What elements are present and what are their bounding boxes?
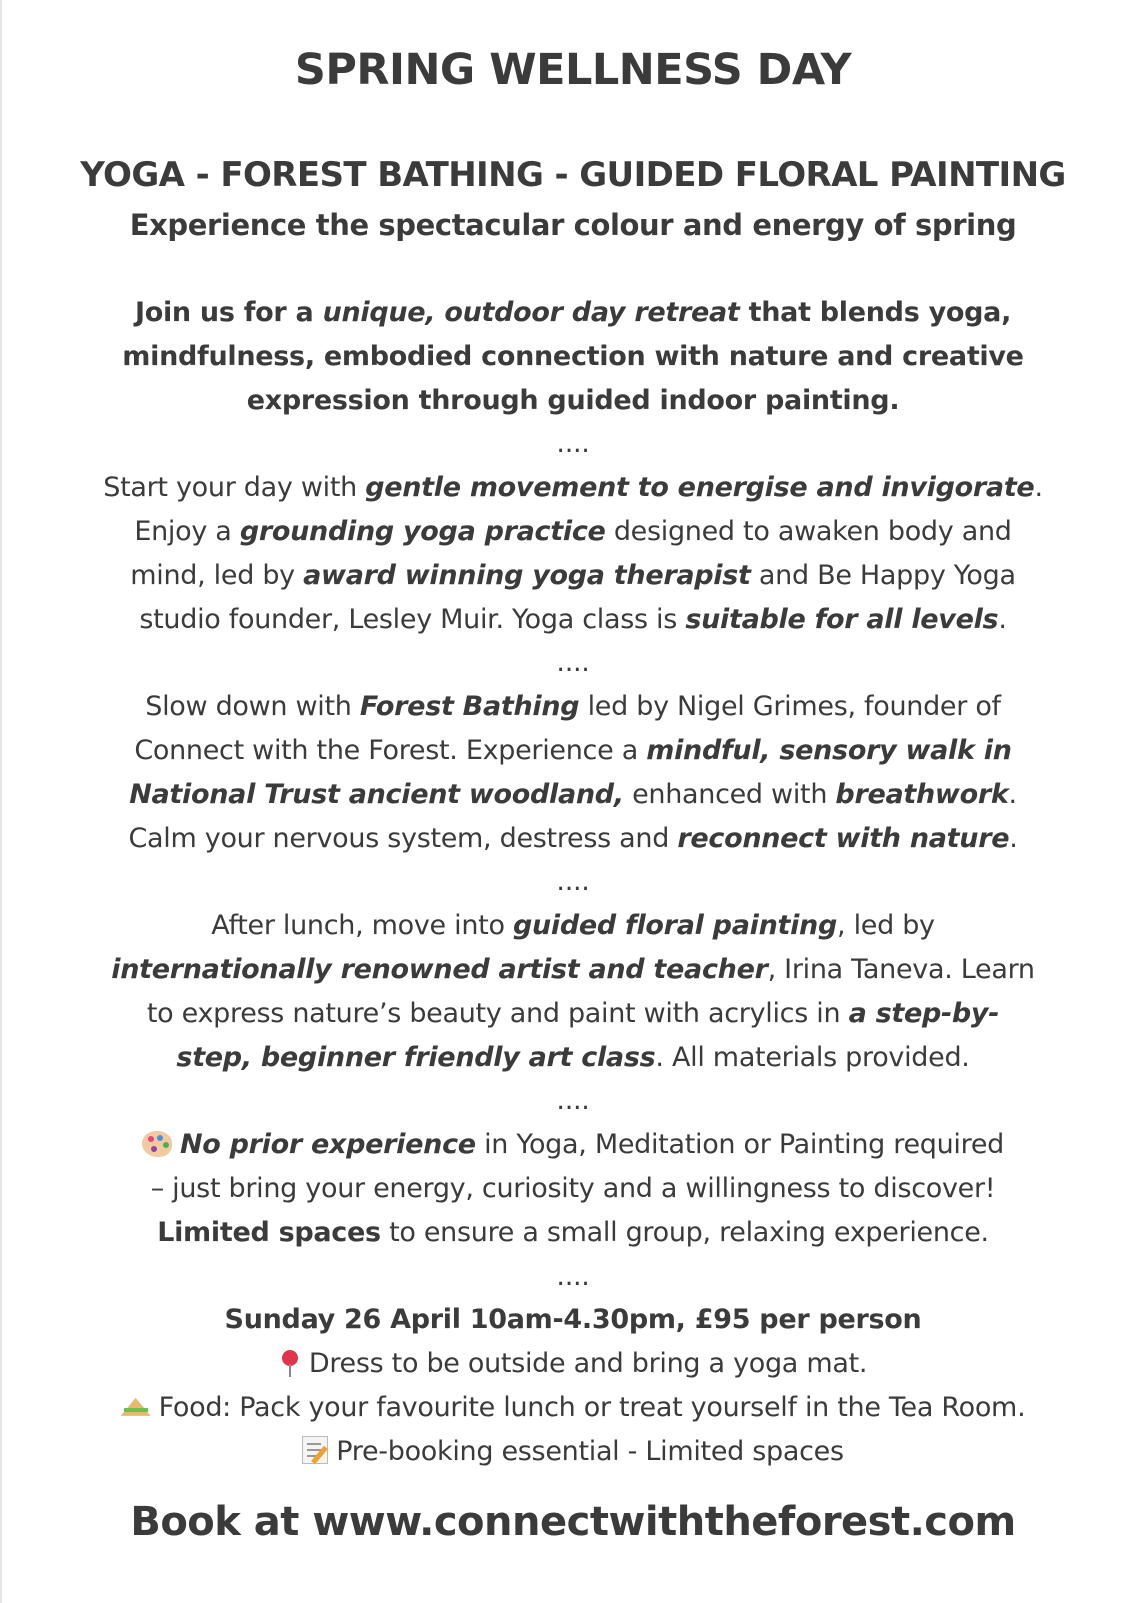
text-segment: Enjoy a bbox=[134, 515, 240, 547]
text-line bbox=[0, 948, 1146, 992]
text-line bbox=[0, 773, 1146, 817]
text-line bbox=[0, 1255, 1146, 1299]
sandwich-icon bbox=[121, 1394, 151, 1420]
emphasis-text: Join us for a bbox=[134, 297, 323, 328]
text-segment: . bbox=[1009, 822, 1018, 854]
emphasis-text: reconnect with nature bbox=[677, 822, 1010, 854]
page-title: SPRING WELLNESS DAY bbox=[294, 45, 852, 95]
text-segment: mind, led by bbox=[130, 559, 304, 591]
emphasis-text: mindful, sensory walk in bbox=[646, 734, 1012, 766]
emphasis-text: Sunday 26 April 10am-4.30pm, £95 per person bbox=[224, 1304, 922, 1336]
text-line bbox=[0, 1430, 1146, 1474]
text-segment: Food: Pack your favourite lunch or treat yourself in the Tea Room. bbox=[158, 1391, 1026, 1423]
emphasis-text: guided floral painting bbox=[512, 910, 837, 942]
text-segment: – just bring your energy, curiosity and a willingness to discover! bbox=[150, 1172, 996, 1204]
text-line bbox=[0, 379, 1146, 423]
text-line bbox=[0, 992, 1146, 1036]
text-segment: .... bbox=[556, 866, 590, 898]
text-line bbox=[0, 1079, 1146, 1123]
emphasis-text: suitable for all levels bbox=[685, 603, 999, 635]
emphasis-text: step, beginner friendly art class bbox=[176, 1041, 656, 1073]
text-line bbox=[0, 554, 1146, 598]
emphasis-text: expression through guided indoor painting. bbox=[246, 384, 900, 416]
text-segment: designed to awaken body and bbox=[605, 515, 1012, 547]
activities-subtitle: YOGA - FOREST BATHING - GUIDED FLORAL PAINTING bbox=[80, 155, 1066, 195]
flyer-body bbox=[0, 291, 1146, 1474]
text-line bbox=[0, 1211, 1146, 1255]
text-segment: led by Nigel Grimes, founder of bbox=[579, 691, 1001, 723]
text-line bbox=[0, 904, 1146, 948]
emphasis-text: No prior experience bbox=[179, 1129, 476, 1161]
text-segment: Pre-booking essential - Limited spaces bbox=[336, 1435, 844, 1467]
text-line bbox=[0, 335, 1146, 379]
text-segment: Dress to be outside and bring a yoga mat. bbox=[308, 1348, 868, 1380]
emphasis-text: Forest Bathing bbox=[359, 691, 580, 723]
text-line bbox=[0, 466, 1146, 510]
text-segment: Start your day with bbox=[103, 472, 366, 504]
text-segment: .... bbox=[556, 647, 590, 679]
text-line bbox=[0, 1298, 1146, 1342]
text-line bbox=[0, 685, 1146, 729]
text-line bbox=[0, 291, 1146, 335]
text-segment: to ensure a small group, relaxing experience. bbox=[380, 1216, 989, 1248]
text-line bbox=[0, 1036, 1146, 1080]
emphasis-text: National Trust ancient woodland, bbox=[129, 778, 624, 810]
text-line bbox=[0, 860, 1146, 904]
emphasis-text: breathwork bbox=[835, 778, 1009, 810]
text-segment: .... bbox=[556, 428, 590, 460]
text-line bbox=[0, 1342, 1146, 1386]
text-segment: enhanced with bbox=[623, 778, 836, 810]
text-segment: Connect with the Forest. Experience a bbox=[134, 734, 647, 766]
emphasis-text: Limited spaces bbox=[157, 1216, 381, 1248]
text-segment: . bbox=[1008, 778, 1017, 810]
text-segment: and Be Happy Yoga bbox=[750, 559, 1016, 591]
emphasis-text: unique, outdoor day retreat bbox=[322, 297, 740, 328]
tagline: Experience the spectacular colour and energy of spring bbox=[129, 208, 1017, 242]
text-line bbox=[0, 729, 1146, 773]
text-segment: to express nature’s beauty and paint with acrylics in bbox=[146, 997, 849, 1029]
emphasis-text: internationally renowned artist and teacher bbox=[111, 953, 768, 985]
pin-icon bbox=[279, 1350, 301, 1376]
text-segment: , Irina Taneva. Learn bbox=[767, 953, 1035, 985]
text-segment: . bbox=[1034, 472, 1043, 504]
text-segment: in Yoga, Meditation or Painting required bbox=[475, 1129, 1004, 1161]
memo-icon bbox=[302, 1436, 328, 1464]
text-segment: .... bbox=[556, 1085, 590, 1117]
emphasis-text: award winning yoga therapist bbox=[303, 559, 751, 591]
text-line bbox=[0, 1167, 1146, 1211]
booking-link[interactable]: Book at www.connectwiththeforest.com bbox=[130, 1499, 1016, 1545]
text-segment: .... bbox=[556, 1260, 590, 1292]
text-line bbox=[0, 817, 1146, 861]
emphasis-text: that blends yoga, bbox=[739, 297, 1012, 328]
text-line bbox=[0, 510, 1146, 554]
text-segment: studio founder, Lesley Muir. Yoga class is bbox=[139, 603, 686, 635]
text-segment: After lunch, move into bbox=[211, 910, 513, 942]
text-line bbox=[0, 598, 1146, 642]
emphasis-text: gentle movement to energise and invigorate bbox=[365, 472, 1035, 504]
text-line bbox=[0, 1386, 1146, 1430]
emphasis-text: a step-by- bbox=[848, 997, 1000, 1029]
text-segment: Calm your nervous system, destress and bbox=[128, 822, 678, 854]
text-line bbox=[0, 422, 1146, 466]
text-segment: Slow down with bbox=[145, 691, 360, 723]
text-line bbox=[0, 641, 1146, 685]
emphasis-text: grounding yoga practice bbox=[239, 515, 606, 547]
palette-icon bbox=[142, 1131, 172, 1157]
text-segment: , led by bbox=[837, 910, 935, 942]
text-segment: . bbox=[998, 603, 1007, 635]
emphasis-text: mindfulness, embodied connection with nature and creative bbox=[122, 340, 1024, 372]
text-segment: . All materials provided. bbox=[655, 1041, 970, 1073]
text-line bbox=[0, 1123, 1146, 1167]
